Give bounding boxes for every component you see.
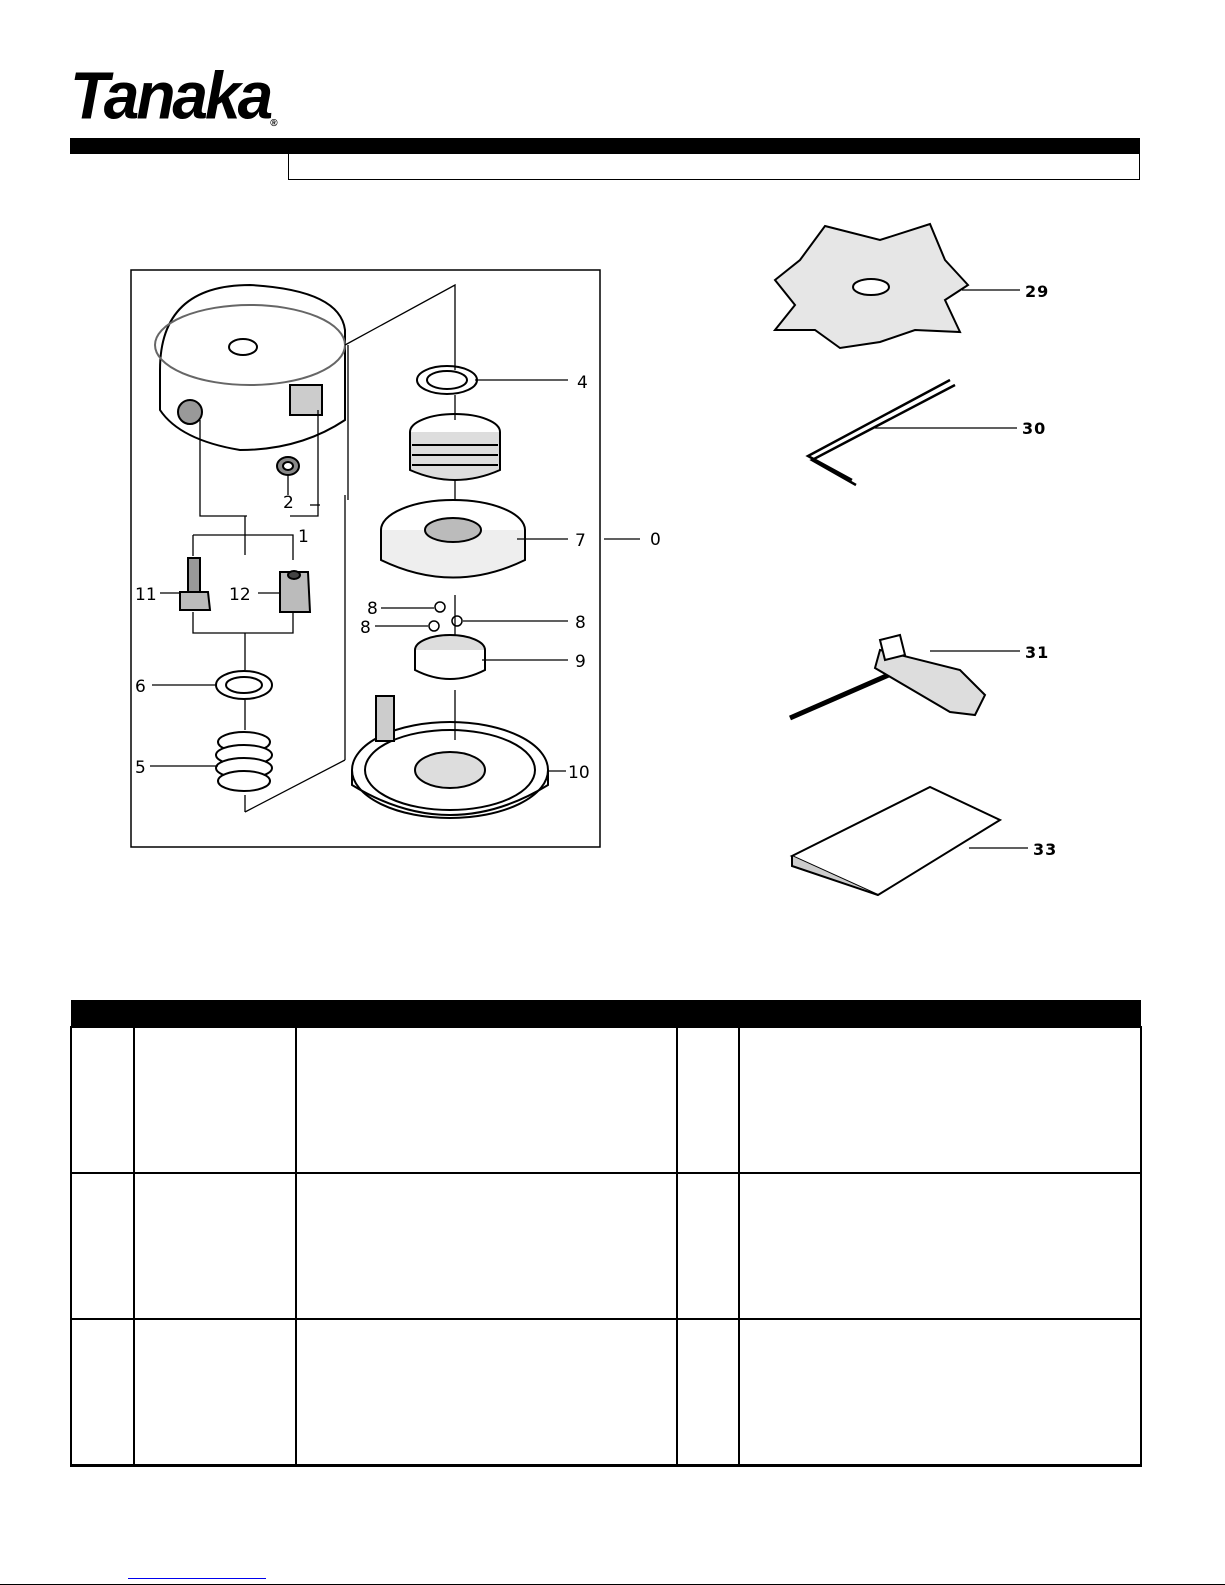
registered-mark: ® bbox=[270, 117, 278, 130]
callout-5: 5 bbox=[135, 758, 146, 778]
cam-part-9 bbox=[415, 635, 485, 679]
trimmer-head-cover bbox=[155, 285, 345, 450]
parts-table bbox=[70, 1000, 1142, 1467]
column-header bbox=[134, 1000, 296, 1027]
washer-part-6 bbox=[216, 671, 272, 699]
bag-part-33 bbox=[792, 787, 1000, 895]
table-cell bbox=[296, 1173, 677, 1319]
table-cell bbox=[677, 1319, 739, 1466]
accessory-callout-lines bbox=[875, 290, 1028, 848]
column-header bbox=[677, 1000, 739, 1027]
callout-29: 29 bbox=[1025, 282, 1050, 301]
callout-10: 10 bbox=[568, 763, 590, 783]
callout-0: 0 bbox=[650, 530, 661, 550]
nut-part-2 bbox=[277, 457, 299, 475]
table-cell bbox=[296, 1027, 677, 1173]
table-cell bbox=[739, 1027, 1141, 1173]
table-cell bbox=[71, 1027, 134, 1173]
table-cell bbox=[134, 1027, 296, 1173]
bolt-part-11 bbox=[180, 558, 210, 610]
table-row bbox=[71, 1173, 1141, 1319]
line-spool bbox=[410, 414, 500, 480]
callout-7: 7 bbox=[575, 531, 586, 551]
blade-part-29 bbox=[775, 224, 968, 348]
table-cell bbox=[296, 1319, 677, 1466]
callout-8a: 8 bbox=[367, 599, 378, 619]
table-cell bbox=[134, 1173, 296, 1319]
callout-1: 1 bbox=[298, 527, 309, 547]
spring-part-5 bbox=[216, 732, 272, 791]
callout-30: 30 bbox=[1022, 419, 1047, 438]
table-row bbox=[71, 1027, 1141, 1173]
callout-31: 31 bbox=[1025, 643, 1050, 662]
callout-8c: 8 bbox=[575, 613, 586, 633]
table-cell bbox=[134, 1319, 296, 1466]
callout-2: 2 bbox=[283, 493, 294, 513]
table-cell bbox=[677, 1027, 739, 1173]
callout-4: 4 bbox=[577, 373, 588, 393]
ring-part-4 bbox=[417, 366, 477, 394]
table-cell bbox=[739, 1319, 1141, 1466]
balls-part-8 bbox=[429, 602, 462, 631]
table-header-row bbox=[71, 1000, 1141, 1027]
column-header bbox=[739, 1000, 1141, 1027]
callout-9: 9 bbox=[575, 652, 586, 672]
callout-33: 33 bbox=[1033, 840, 1058, 859]
column-header bbox=[71, 1000, 134, 1027]
reel-part-7 bbox=[381, 500, 525, 578]
callout-6: 6 bbox=[135, 677, 146, 697]
nut-part-12 bbox=[280, 571, 310, 612]
callout-11: 11 bbox=[135, 585, 157, 605]
callout-12: 12 bbox=[229, 585, 251, 605]
table-cell bbox=[71, 1319, 134, 1466]
table-cell bbox=[71, 1173, 134, 1319]
brand-name: Tanaka bbox=[70, 57, 271, 134]
table-cell bbox=[677, 1173, 739, 1319]
callout-8b: 8 bbox=[360, 618, 371, 638]
housing-part-10 bbox=[352, 696, 548, 818]
hex-key-part-30 bbox=[808, 380, 955, 485]
box-wrench-part-31 bbox=[790, 635, 985, 718]
column-header bbox=[296, 1000, 677, 1027]
table-cell bbox=[739, 1173, 1141, 1319]
table-row bbox=[71, 1319, 1141, 1466]
footer-link[interactable] bbox=[128, 1578, 266, 1579]
